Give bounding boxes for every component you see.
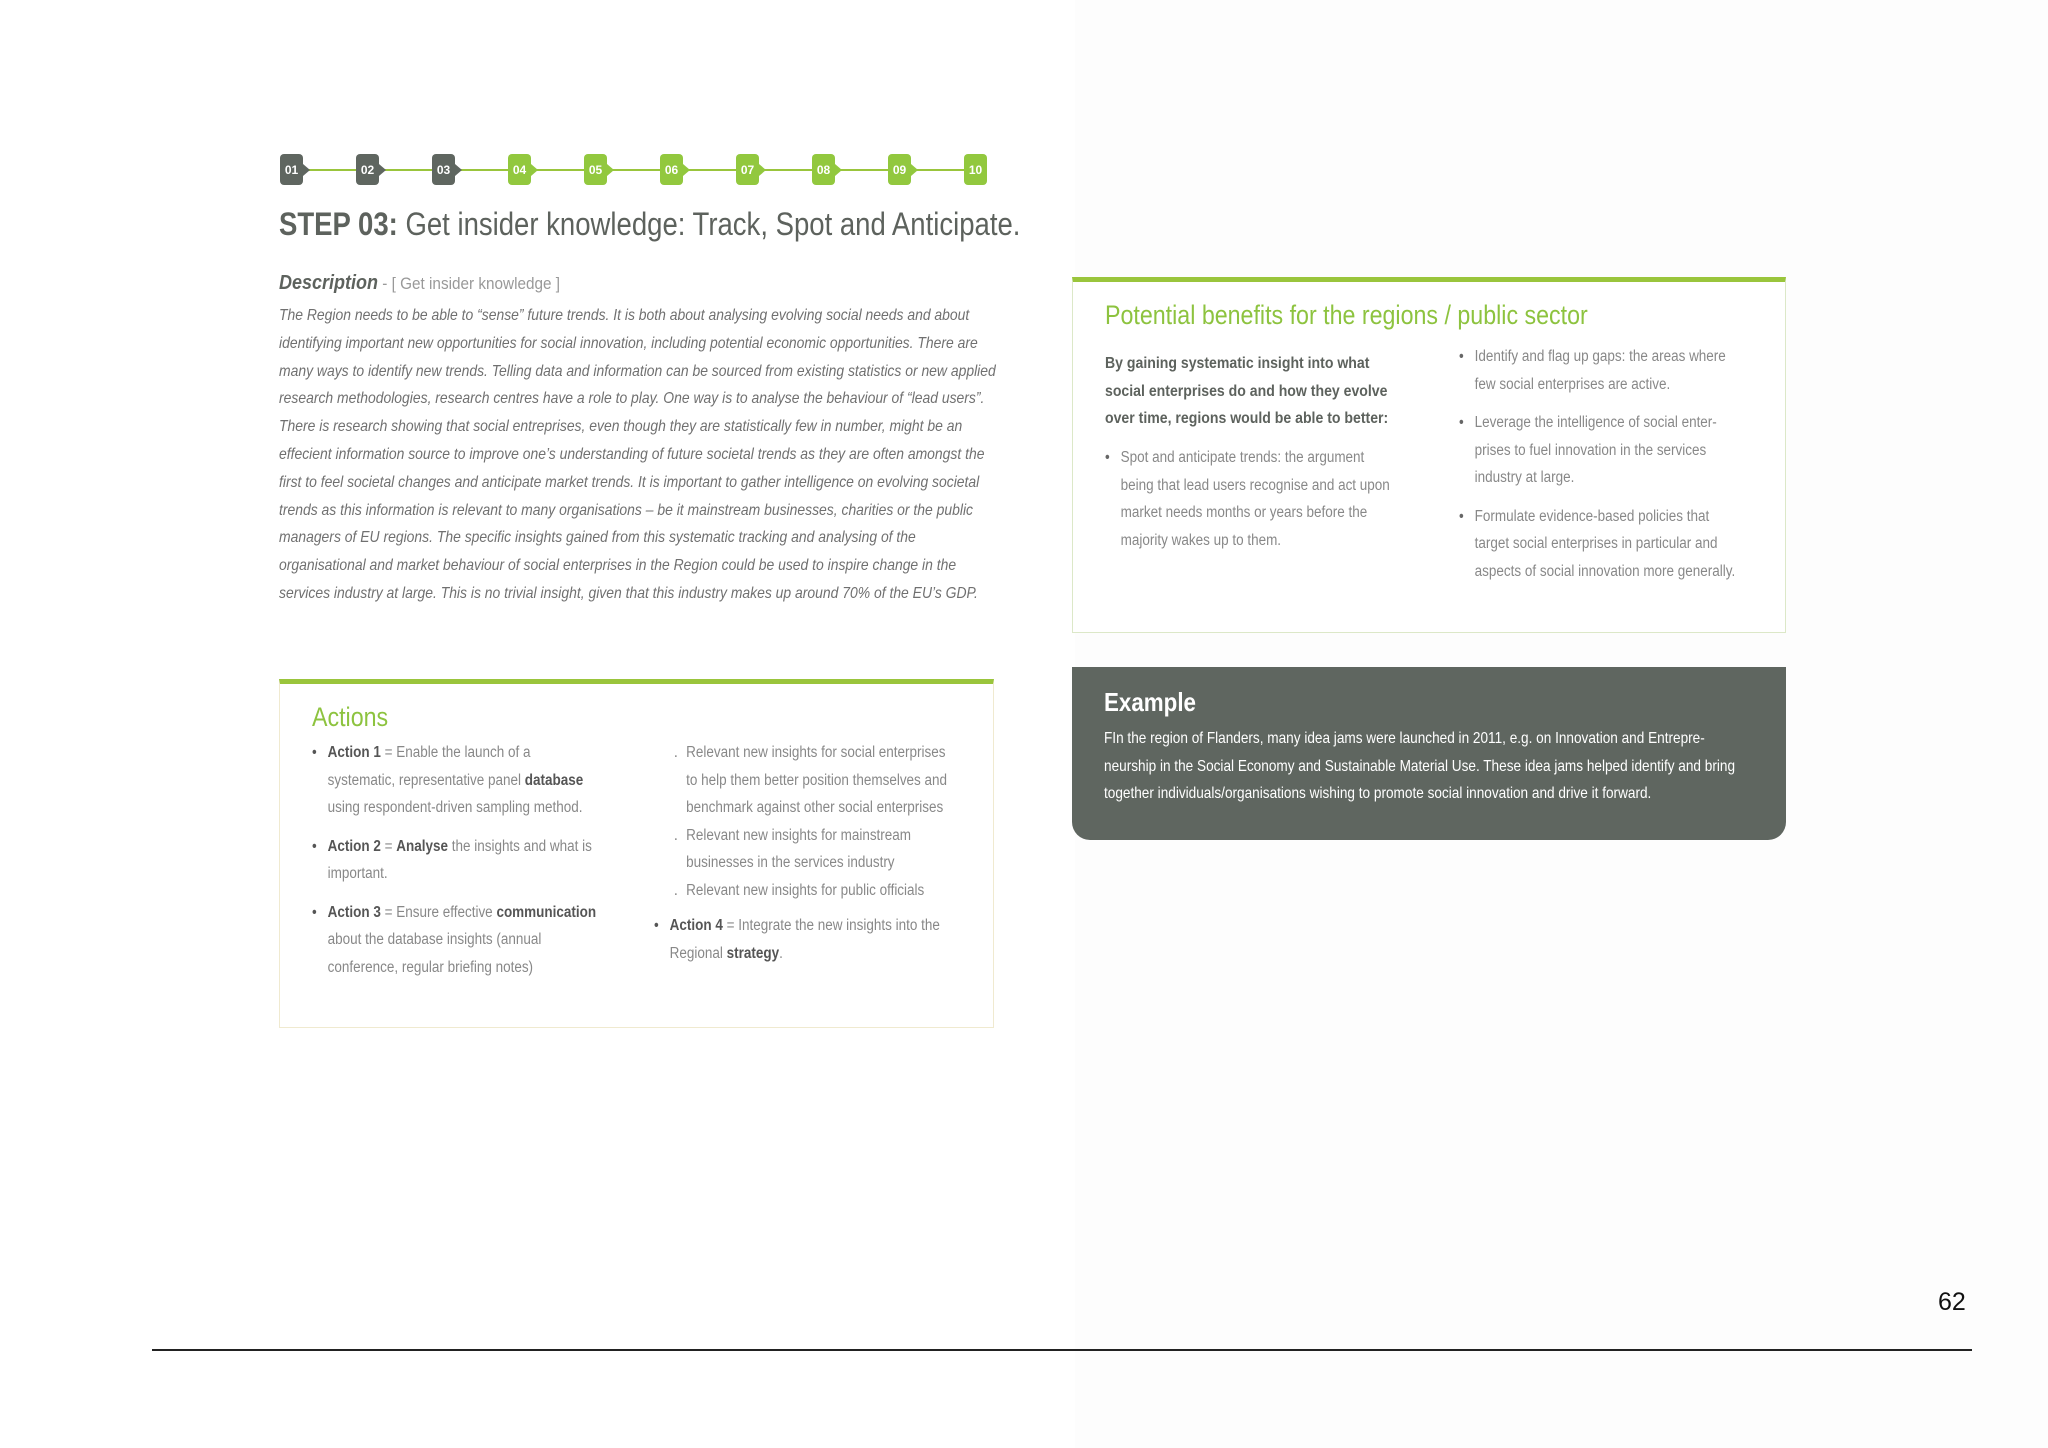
action-3-text: = Ensure effective bbox=[380, 903, 497, 921]
action-3-label: Action 3 bbox=[327, 903, 381, 921]
page-number: 62 bbox=[1938, 1288, 1966, 1316]
benefits-list-left bbox=[1105, 444, 1392, 565]
step-tracker bbox=[280, 154, 990, 186]
description-body: The Region needs to be able to “sense” future trends. It is both about analysing evolving social needs and about identifying important new opportunities for social innovation, including potential economic opportunities. There are many ways to identify new trends. Telling data and information can be sourced from existing statistics or new applied research methodologies, research centres have a role to play. One way is to analyse the behaviour of “lead users”. There is research showing that social entreprises, even though they are statistically few in number, might be an effecient information source to improve one’s understanding of future societal trends as they are often amongst the first to feel societal changes and anticipate market trends. It is important to gather intelligence on evolving societal trends as this information is relevant to many organisations – be it mainstream businesses, charities or the public managers of EU regions. The specific insights gained from this systematic tracking and analysing of the organisational and market behaviour of social enterprises in the Region could be used to inspire change in the services industry at large. This is no trivial insight, given that this industry makes up around 70% of the EU’s GDP. bbox=[279, 307, 996, 602]
action-2-label: Action 2 bbox=[327, 837, 381, 855]
list-item: • Identify and flag up gaps: the areas where few social enterprises are active. bbox=[1459, 343, 1746, 398]
step-04: 04 bbox=[508, 154, 531, 185]
list-item: . Relevant new insights for public officials bbox=[674, 877, 948, 905]
step-09: 09 bbox=[888, 154, 911, 185]
action-1-label: Action 1 bbox=[327, 744, 381, 761]
page-title bbox=[279, 206, 1020, 243]
example-body: FIn the region of Flanders, many idea jams were launched in 2011, e.g. on Innovation and Entrepre-neurship in the Social Economy and Sustainable Material Use. These idea jams helped identify and bring together individuals/organisations wishing to promote social innovation and drive it forward. bbox=[1104, 730, 1736, 803]
example-box bbox=[1072, 667, 1786, 840]
list-item: . Relevant new insights for social enterprises to help them better position themselves and benchmark against other social enterprises bbox=[674, 739, 948, 822]
list-item: • Leverage the intelligence of social enter-prises to fuel innovation in the services industry at large. bbox=[1459, 409, 1746, 492]
step-07: 07 bbox=[736, 154, 759, 185]
step-06: 06 bbox=[660, 154, 683, 185]
description-heading bbox=[279, 272, 560, 295]
list-item: . Relevant new insights for mainstream businesses in the services industry bbox=[674, 822, 948, 877]
step-10: 10 bbox=[964, 154, 987, 185]
action-3-keyword: communication bbox=[496, 903, 597, 921]
step-03: 03 bbox=[432, 154, 455, 185]
description-heading-label: Description bbox=[279, 272, 379, 294]
actions-title: Actions bbox=[312, 702, 389, 732]
step-05: 05 bbox=[584, 154, 607, 185]
action-2-keyword: Analyse bbox=[396, 837, 448, 855]
list-item: • Formulate evidence-based policies that target social enterprises in particular and aspects of social innovation more generally. bbox=[1459, 503, 1746, 586]
action-3 bbox=[312, 899, 599, 982]
step-tracker-line bbox=[294, 169, 976, 171]
step-label: STEP 03: bbox=[279, 206, 398, 242]
action-4-label: Action 4 bbox=[669, 917, 723, 934]
actions-list-right bbox=[654, 912, 941, 978]
action-1-text: = Enable the launch of a systematic, representative panel bbox=[327, 744, 531, 789]
action-1-keyword: database bbox=[524, 771, 584, 789]
benefits-list-right bbox=[1459, 343, 1746, 596]
step-02: 02 bbox=[356, 154, 379, 185]
actions-list-left bbox=[312, 739, 599, 992]
benefits-title: Potential benefits for the regions / public sector bbox=[1105, 300, 1588, 330]
step-01: 01 bbox=[280, 154, 303, 185]
benefits-lead: By gaining systematic insight into what social enterprises do and how they evolve over time, regions would be able to better: bbox=[1105, 355, 1389, 427]
actions-box bbox=[279, 679, 994, 1028]
action-2-text-end: the insights and what is important. bbox=[327, 837, 592, 882]
action-3-text-end: about the database insights (annual conference, regular briefing notes) bbox=[327, 931, 542, 976]
step-08: 08 bbox=[812, 154, 835, 185]
example-title: Example bbox=[1104, 687, 1196, 717]
action-2 bbox=[312, 833, 599, 888]
list-item: • Spot and anticipate trends: the argument being that lead users recognise and act upon market needs months or years before the majority wakes up to them. bbox=[1105, 444, 1392, 554]
actions-sublist bbox=[674, 739, 948, 904]
action-4-keyword: strategy bbox=[726, 944, 780, 962]
action-4-text-end: . bbox=[779, 944, 783, 962]
action-2-text: = bbox=[380, 837, 397, 855]
description-subheading: - [ Get insider knowledge ] bbox=[378, 274, 561, 293]
step-title-text: Get insider knowledge: Track, Spot and Anticipate. bbox=[397, 206, 1021, 242]
action-4 bbox=[654, 912, 941, 967]
footer-rule bbox=[152, 1349, 1972, 1351]
action-1 bbox=[312, 739, 599, 822]
action-4-text: = Integrate the new insights into the Regional bbox=[669, 917, 940, 962]
benefits-box bbox=[1072, 277, 1786, 633]
action-1-text-end: using respondent-driven sampling method. bbox=[327, 799, 583, 816]
